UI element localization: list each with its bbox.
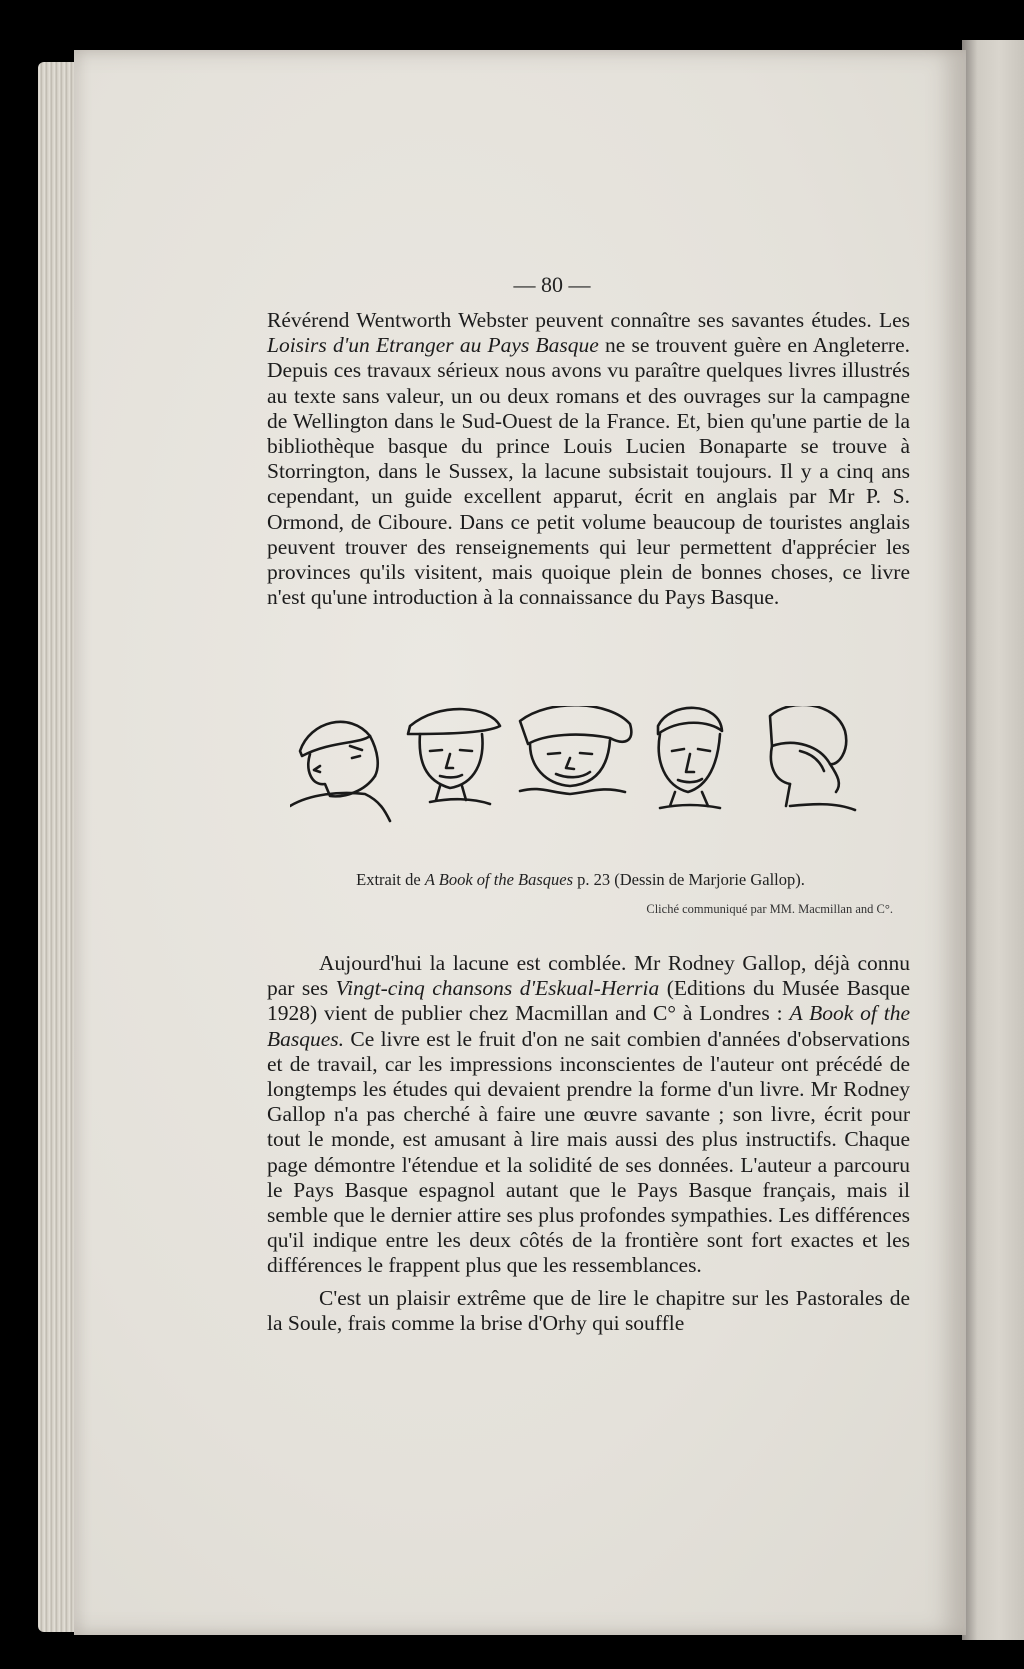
head-sketch-3 [520, 706, 631, 794]
page-number: — 80 — [513, 272, 591, 297]
paragraph-3 [267, 1286, 910, 1336]
paragraph-1 [267, 308, 910, 610]
head-sketch-2 [408, 709, 500, 804]
italic-title-1: Loisirs d'un Etranger au Pays Basque [267, 333, 599, 358]
paragraph-2 [267, 951, 910, 1279]
text-run-0: C'est un plaisir extrême que de lire le chapitre sur les Pastorales de la Soule, frais comme la brise d'Orhy qui souffle [267, 1285, 910, 1335]
head-sketch-5 [770, 706, 855, 810]
text-run-0: Révérend Wentworth Webster peuvent connaître ses savantes études. Les [267, 308, 910, 332]
italic-title-1: Vingt-cinq chansons d'Eskual-Herria [335, 976, 660, 1001]
head-sketch-4 [658, 708, 722, 808]
italic-title-1: A Book of the Basques [424, 870, 574, 889]
text-run-2: (Editions du Musée Basque 1928) vient de publier chez Macmillan and C° à Londres : [267, 976, 910, 1026]
text-run-4: Ce livre est le fruit d'on ne sait combien d'années d'observations et de travail, car les impressions inconscientes de l'auteur ont précédé de longtemps les études qui devaient prendre la forme d'un livre. Mr Rodney Gallop n'a pas cherché à faire une œuvre savante ; son livre, écrit pour tout le monde, est amusant à lire mais aussi des plus instructifs. Chaque page démontre l'étendue et la solidité de ses données. L'auteur a parcouru le Pays Basque espagnol autant que le Pays Basque français, mais il semble que le dernier attire ses plus profondes sympathies. Les différences qu'il indique entre les deux côtés de la frontière sont fort exactes et les différences le frappent plus que les ressemblances. [267, 1026, 910, 1278]
text-run-0: Extrait de [356, 870, 425, 889]
text-run-0: Aujourd'hui la lacune est comblée. Mr Rodney Gallop, déjà connu par ses [267, 951, 910, 1001]
text-block-bottom [267, 951, 910, 1336]
italic-title-3: A Book of the Basques. [267, 1001, 910, 1051]
text-run-2: p. 23 (Dessin de Marjorie Gallop). [573, 870, 805, 889]
text-block-top [267, 308, 910, 610]
heads-illustration [290, 706, 898, 871]
head-sketch-1 [290, 722, 390, 821]
text-run-2: ne se trouvent guère en Angleterre. Depuis ces travaux sérieux nous avons vu paraître quelques livres illustrés au texte sans valeur, un ou deux romans et des ouvrages sur la campagne de Wellington dans le Sud-Ouest de la France. Et, bien qu'une partie de la bibliothèque basque du prince Louis Lucien Bonaparte se trouve à Storrington, dans le Sussex, la lacune subsistait toujours. Il y a cinq ans cependant, un guide excellent apparut, écrit en anglais par Mr P. S. Ormond, de Ciboure. Dans ce petit volume beaucoup de touristes anglais peuvent trouver des renseignements qui leur permettent d'apprécier les provinces qu'ils visitent, mais quoique plein de bonnes choses, ce livre n'est qu'une introduction à la connaissance du Pays Basque. [267, 333, 910, 610]
figure-caption [259, 870, 902, 890]
figure-credit: Cliché communiqué par MM. Macmillan and C°. [646, 902, 893, 916]
